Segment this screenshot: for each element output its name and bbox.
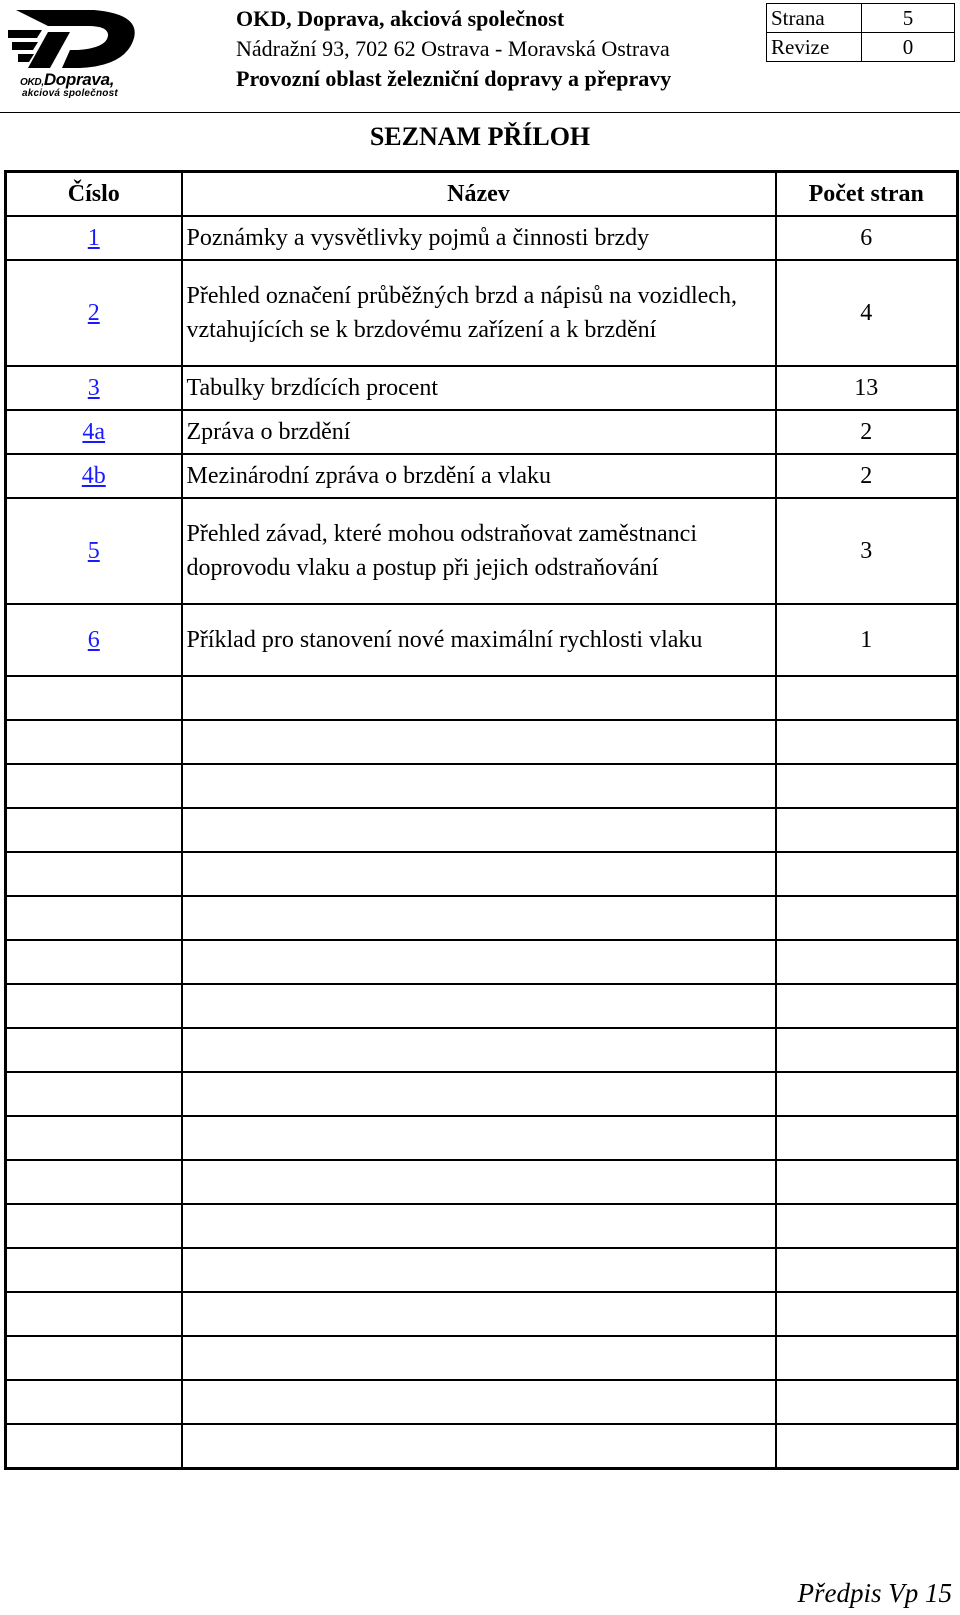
column-header-number: Číslo — [6, 172, 182, 217]
empty-cell — [776, 1072, 958, 1116]
empty-cell — [6, 896, 182, 940]
empty-table-row — [6, 1072, 958, 1116]
table-header-row — [6, 172, 958, 217]
company-name: OKD, Doprava, akciová společnost — [236, 6, 565, 31]
table-row — [6, 498, 958, 604]
attachment-pages: 6 — [776, 216, 958, 260]
table-row — [6, 216, 958, 260]
empty-cell — [6, 852, 182, 896]
empty-table-row — [6, 1204, 958, 1248]
attachment-name: Tabulky brzdících procent — [182, 366, 776, 410]
empty-cell — [182, 940, 776, 984]
empty-cell — [776, 1204, 958, 1248]
empty-cell — [6, 808, 182, 852]
empty-cell — [776, 1380, 958, 1424]
company-logo — [8, 6, 140, 98]
empty-table-row — [6, 1116, 958, 1160]
table-row — [6, 604, 958, 676]
attachment-number-cell — [6, 410, 182, 454]
attachment-pages: 2 — [776, 454, 958, 498]
attachment-number-cell — [6, 260, 182, 366]
meta-value: 0 — [862, 33, 955, 62]
empty-cell — [6, 1336, 182, 1380]
empty-cell — [182, 1116, 776, 1160]
empty-table-row — [6, 720, 958, 764]
attachment-name: Přehled závad, které mohou odstraňovat zaměstnanci doprovodu vlaku a postup při jejich odstraňování — [182, 498, 776, 604]
empty-cell — [182, 1424, 776, 1469]
empty-table-row — [6, 1336, 958, 1380]
empty-cell — [776, 720, 958, 764]
empty-cell — [6, 720, 182, 764]
logo-subtitle: akciová společnost — [22, 88, 118, 99]
table-row — [6, 454, 958, 498]
empty-cell — [776, 1336, 958, 1380]
attachment-name: Přehled označení průběžných brzd a nápisů na vozidlech, vztahujících se k brzdovému zařízení a k brzdění — [182, 260, 776, 366]
empty-cell — [776, 896, 958, 940]
empty-cell — [182, 1380, 776, 1424]
empty-table-row — [6, 896, 958, 940]
empty-table-row — [6, 1424, 958, 1469]
meta-value: 5 — [862, 4, 955, 33]
empty-cell — [182, 1248, 776, 1292]
empty-cell — [182, 1160, 776, 1204]
page-title: SEZNAM PŘÍLOH — [369, 122, 591, 151]
empty-cell — [182, 1204, 776, 1248]
meta-label: Strana — [767, 4, 862, 33]
attachment-pages: 3 — [776, 498, 958, 604]
empty-cell — [6, 984, 182, 1028]
empty-cell — [6, 1028, 182, 1072]
company-address: Nádražní 93, 702 62 Ostrava - Moravská Ostrava — [236, 36, 670, 61]
attachment-link[interactable]: 4b — [81, 462, 106, 489]
logo-brand: Doprava, — [43, 70, 115, 89]
empty-cell — [182, 720, 776, 764]
attachment-name: Příklad pro stanovení nové maximální rychlosti vlaku — [182, 604, 776, 676]
empty-table-row — [6, 852, 958, 896]
empty-cell — [776, 1160, 958, 1204]
table-row — [6, 410, 958, 454]
attachment-pages: 1 — [776, 604, 958, 676]
empty-cell — [182, 1072, 776, 1116]
empty-cell — [776, 940, 958, 984]
empty-cell — [182, 984, 776, 1028]
empty-table-row — [6, 940, 958, 984]
logo-brand-text — [20, 70, 114, 90]
empty-cell — [182, 676, 776, 720]
empty-table-row — [6, 1248, 958, 1292]
table-row — [6, 260, 958, 366]
column-header-name: Název — [182, 172, 776, 217]
empty-cell — [6, 764, 182, 808]
empty-cell — [776, 808, 958, 852]
empty-cell — [6, 1380, 182, 1424]
attachment-name: Zpráva o brzdění — [182, 410, 776, 454]
empty-cell — [776, 1116, 958, 1160]
empty-cell — [6, 1116, 182, 1160]
empty-cell — [6, 940, 182, 984]
empty-table-row — [6, 1160, 958, 1204]
attachment-number-cell — [6, 366, 182, 410]
empty-cell — [776, 764, 958, 808]
empty-table-row — [6, 1292, 958, 1336]
table-row — [6, 366, 958, 410]
empty-table-row — [6, 1028, 958, 1072]
empty-cell — [776, 852, 958, 896]
empty-table-row — [6, 676, 958, 720]
company-info — [236, 4, 671, 94]
attachment-link[interactable]: 5 — [87, 537, 100, 564]
empty-cell — [6, 1160, 182, 1204]
empty-cell — [182, 808, 776, 852]
meta-row-page — [767, 4, 955, 33]
empty-cell — [6, 1248, 182, 1292]
meta-row-revision — [767, 33, 955, 62]
empty-cell — [182, 764, 776, 808]
empty-cell — [182, 1028, 776, 1072]
empty-cell — [182, 1336, 776, 1380]
footer-regulation-label: Předpis Vp 15 — [797, 1578, 952, 1608]
attachment-link[interactable]: 1 — [87, 224, 100, 251]
attachment-link[interactable]: 6 — [87, 626, 100, 653]
empty-table-row — [6, 808, 958, 852]
empty-cell — [776, 676, 958, 720]
empty-rows — [6, 676, 958, 1469]
empty-table-row — [6, 764, 958, 808]
attachment-name: Poznámky a vysvětlivky pojmů a činnosti brzdy — [182, 216, 776, 260]
attachment-link[interactable]: 2 — [87, 299, 100, 326]
attachment-number-cell — [6, 216, 182, 260]
empty-cell — [6, 1204, 182, 1248]
attachment-number-cell — [6, 498, 182, 604]
empty-cell — [182, 1292, 776, 1336]
empty-cell — [776, 1424, 958, 1469]
okd-logo-mark-icon — [8, 6, 140, 72]
document-meta-table — [766, 3, 955, 62]
empty-table-row — [6, 984, 958, 1028]
empty-cell — [776, 984, 958, 1028]
header-divider — [0, 112, 960, 113]
empty-cell — [6, 1424, 182, 1469]
meta-label: Revize — [767, 33, 862, 62]
empty-cell — [182, 896, 776, 940]
empty-cell — [776, 1248, 958, 1292]
empty-cell — [6, 1292, 182, 1336]
attachment-pages: 4 — [776, 260, 958, 366]
empty-cell — [776, 1292, 958, 1336]
empty-cell — [6, 676, 182, 720]
attachment-pages: 13 — [776, 366, 958, 410]
attachment-link[interactable]: 3 — [87, 374, 100, 401]
empty-cell — [776, 1028, 958, 1072]
company-department: Provozní oblast železniční dopravy a přepravy — [236, 66, 672, 91]
empty-table-row — [6, 1380, 958, 1424]
empty-cell — [182, 852, 776, 896]
attachment-number-cell — [6, 454, 182, 498]
column-header-pages: Počet stran — [776, 172, 958, 217]
empty-cell — [6, 1072, 182, 1116]
logo-prefix: OKD, — [20, 77, 44, 88]
attachment-pages: 2 — [776, 410, 958, 454]
attachments-table — [4, 170, 959, 1470]
attachment-name: Mezinárodní zpráva o brzdění a vlaku — [182, 454, 776, 498]
attachment-number-cell — [6, 604, 182, 676]
attachment-link[interactable]: 4a — [82, 418, 106, 445]
